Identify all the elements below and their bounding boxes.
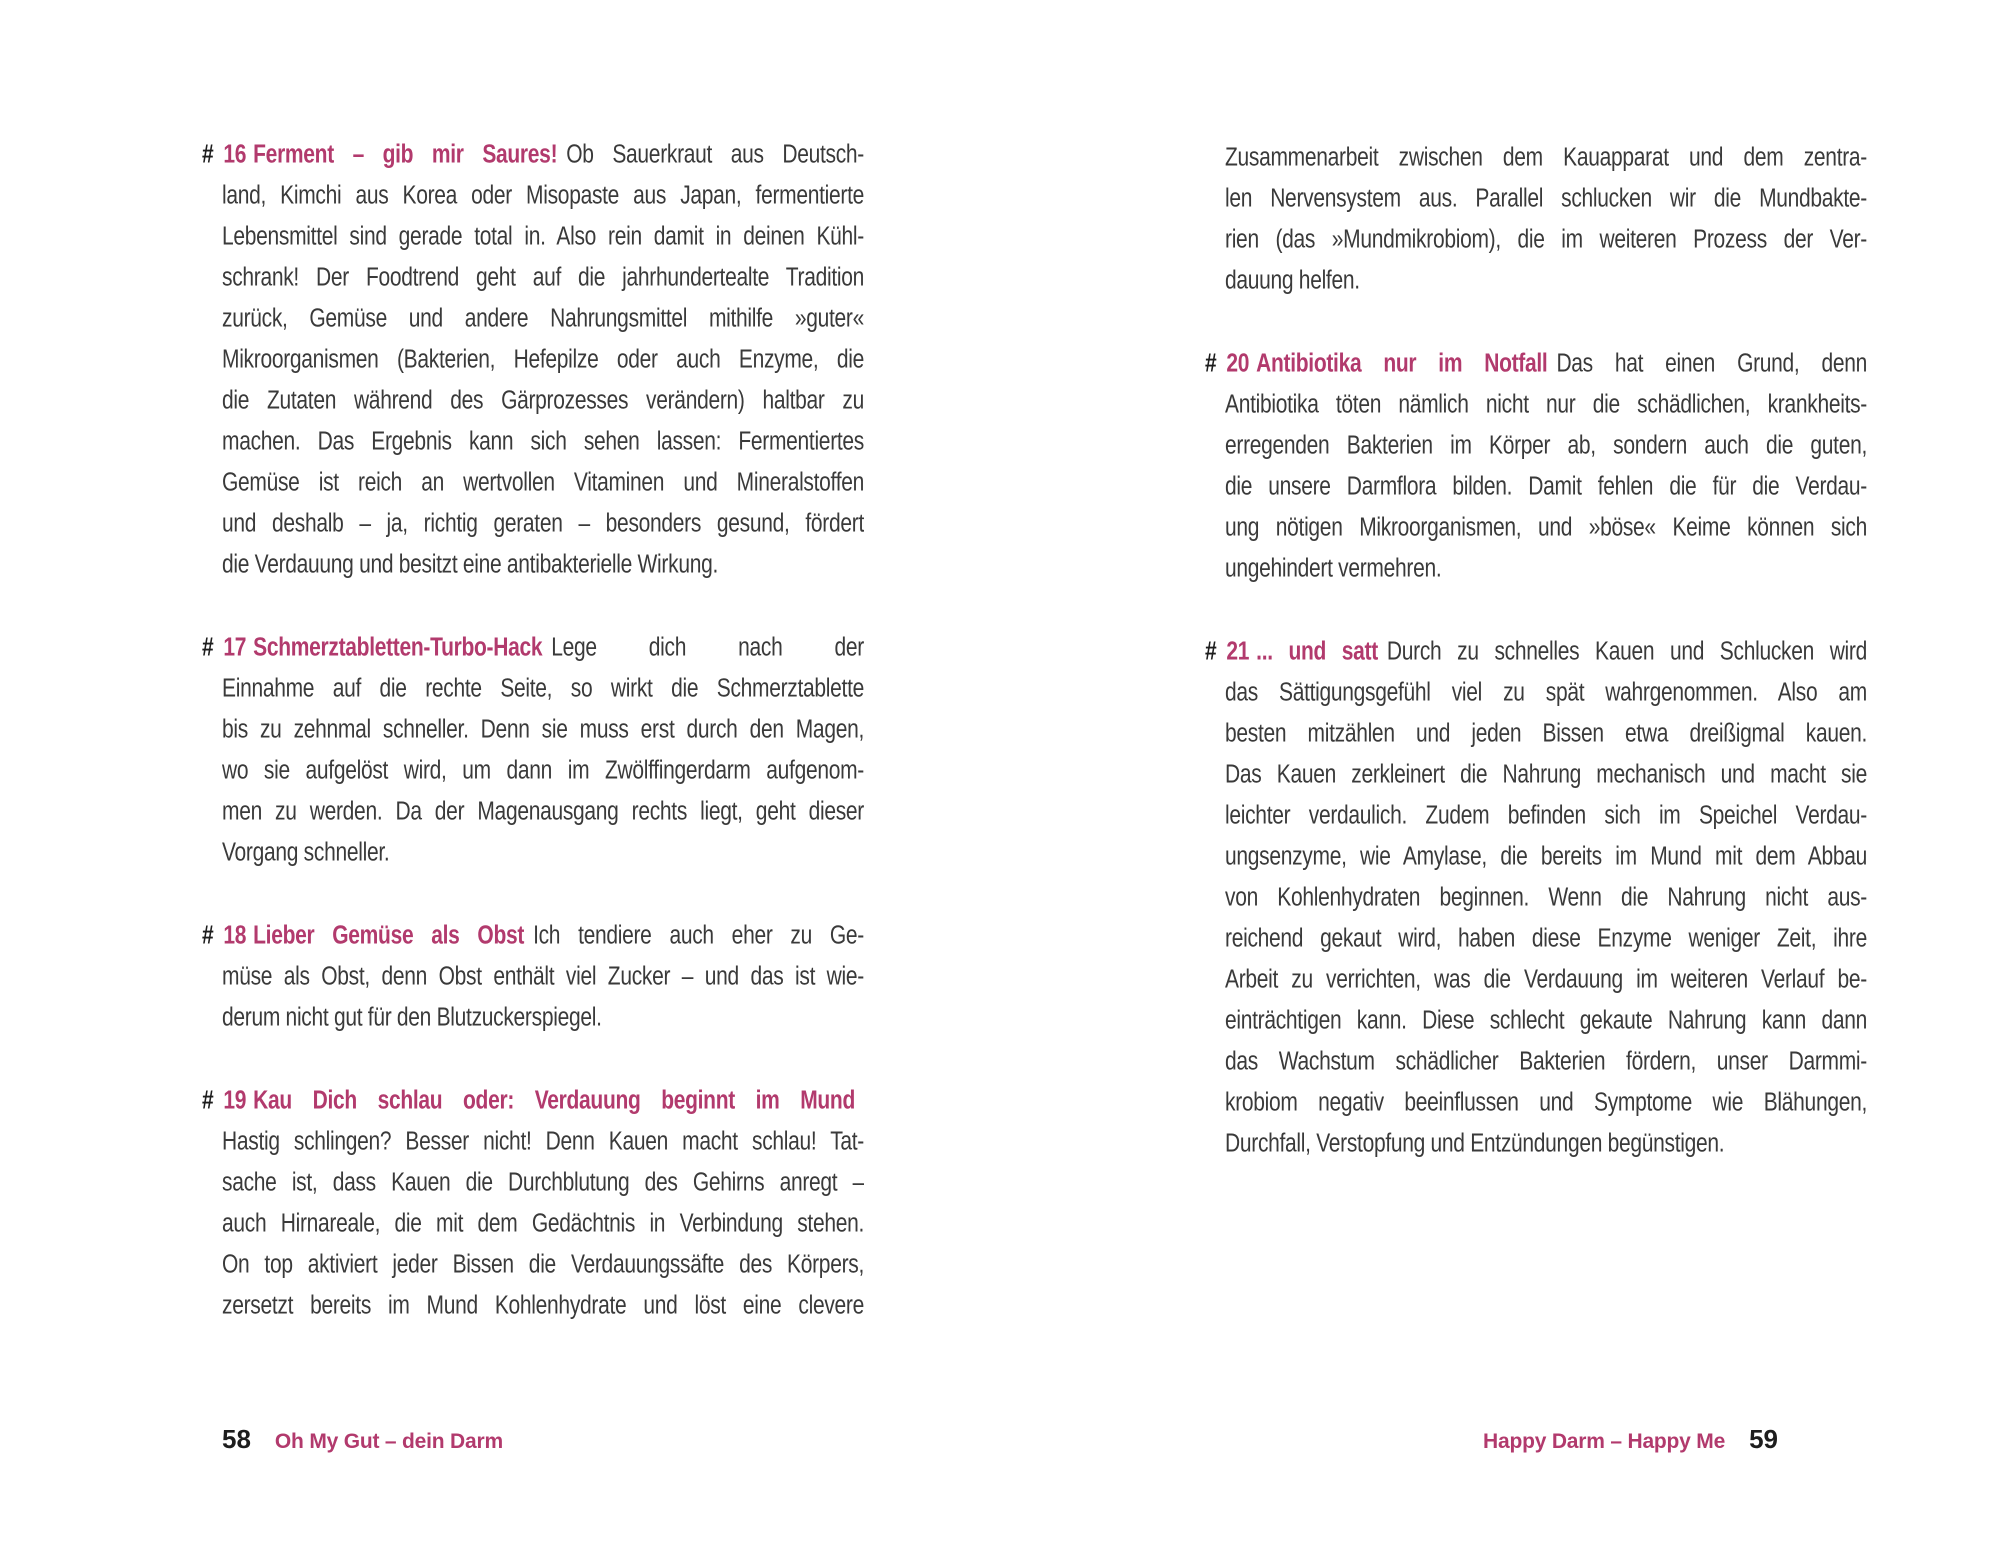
chapter-title-right: Happy Darm – Happy Me xyxy=(1483,1430,1726,1453)
section-marker: # xyxy=(202,1086,214,1115)
text-line: len Nervensystem aus. Parallel schlucken wir die Mundbakte- xyxy=(1225,184,1867,213)
text-line: derum nicht gut für den Blutzuckerspiegel. xyxy=(222,1003,602,1032)
section-19 xyxy=(202,1080,864,1326)
text-line: Lebensmittel sind gerade total in. Also rein damit in deinen Kühl- xyxy=(222,222,864,251)
section-lead-text: Durch zu schnelles Kauen und Schlucken wird xyxy=(1386,637,1867,666)
text-line: reichend gekaut wird, haben diese Enzyme weniger Zeit, ihre xyxy=(1225,924,1867,953)
section-20 xyxy=(1205,343,1867,589)
text-line: Gemüse ist reich an wertvollen Vitaminen und Mineralstoffen xyxy=(222,468,864,497)
section-heading-title: Ferment – gib mir Saures! xyxy=(253,140,558,169)
section-lead-text: Das hat einen Grund, denn xyxy=(1556,349,1867,378)
text-line: ungehindert vermehren. xyxy=(1225,554,1442,583)
text-line: besten mitzählen und jeden Bissen etwa dreißigmal kauen. xyxy=(1225,719,1867,748)
text-line: einträchtigen kann. Diese schlecht gekaute Nahrung kann dann xyxy=(1225,1006,1867,1035)
section-heading-number: 18 xyxy=(223,921,247,950)
text-line: die Verdauung und besitzt eine antibakterielle Wirkung. xyxy=(222,550,718,579)
section-heading-number: 16 xyxy=(223,140,247,169)
page-number-left: 58 xyxy=(222,1424,251,1454)
text-line: ung nötigen Mikroorganismen, und »böse« Keime können sich xyxy=(1225,513,1867,542)
text-line: bis zu zehnmal schneller. Denn sie muss erst durch den Magen, xyxy=(222,715,864,744)
text-line: Das Kauen zerkleinert die Nahrung mechanisch und macht sie xyxy=(1225,760,1867,789)
text-line: erregenden Bakterien im Körper ab, sondern auch die guten, xyxy=(1225,431,1867,460)
section-21 xyxy=(1205,631,1867,1164)
section-lead-text: Ich tendiere auch eher zu Ge- xyxy=(533,921,864,950)
section-18 xyxy=(202,915,864,1038)
text-line: men zu werden. Da der Magenausgang rechts liegt, geht dieser xyxy=(222,797,864,826)
page-left-text-column xyxy=(202,134,864,1368)
text-line: und deshalb – ja, richtig geraten – besonders gesund, fördert xyxy=(222,509,864,538)
text-line: machen. Das Ergebnis kann sich sehen lassen: Fermentiertes xyxy=(222,427,864,456)
section-heading-number: 20 xyxy=(1226,349,1250,378)
chapter-title-left: Oh My Gut – dein Darm xyxy=(274,1430,503,1453)
text-line: Antibiotika töten nämlich nicht nur die schädlichen, krankheits- xyxy=(1225,390,1867,419)
text-line: schrank! Der Foodtrend geht auf die jahrhundertealte Tradition xyxy=(222,263,864,292)
text-line: die unsere Darmflora bilden. Damit fehlen die für die Verdau- xyxy=(1225,472,1867,501)
text-line: die Zutaten während des Gärprozesses verändern) haltbar zu xyxy=(222,386,864,415)
section-heading-title: Schmerztabletten-Turbo-Hack xyxy=(253,633,543,662)
text-line: von Kohlenhydraten beginnen. Wenn die Nahrung nicht aus- xyxy=(1225,883,1867,912)
text-line: Durchfall, Verstopfung und Entzündungen begünstigen. xyxy=(1225,1129,1725,1158)
text-line: On top aktiviert jeder Bissen die Verdauungssäfte des Körpers, xyxy=(222,1250,864,1279)
text-line: das Wachstum schädlicher Bakterien fördern, unser Darmmi- xyxy=(1225,1047,1867,1076)
text-line: Einnahme auf die rechte Seite, so wirkt die Schmerztablette xyxy=(222,674,864,703)
section-heading-number: 17 xyxy=(223,633,247,662)
section-16 xyxy=(202,134,864,585)
section-marker: # xyxy=(1205,349,1217,378)
text-line: auch Hirnareale, die mit dem Gedächtnis in Verbindung stehen. xyxy=(222,1209,864,1238)
section-heading-number: 21 xyxy=(1226,637,1250,666)
text-line: zurück, Gemüse und andere Nahrungsmittel mithilfe »guter« xyxy=(222,304,864,333)
text-line: wo sie aufgelöst wird, um dann im Zwölffingerdarm aufgenom- xyxy=(222,756,864,785)
text-line: Vorgang schneller. xyxy=(222,838,390,867)
text-line: leichter verdaulich. Zudem befinden sich im Speichel Verdau- xyxy=(1225,801,1867,830)
section-17 xyxy=(202,627,864,873)
text-line: das Sättigungsgefühl viel zu spät wahrgenommen. Also am xyxy=(1225,678,1867,707)
text-line: rien (das »Mundmikrobiom), die im weiteren Prozess der Ver- xyxy=(1225,225,1867,254)
section-heading-title: ... und satt xyxy=(1256,637,1378,666)
page-left-footer xyxy=(222,1422,503,1456)
section-marker: # xyxy=(202,921,214,950)
section-lead-text: Lege dich nach der xyxy=(551,633,864,662)
continuation-paragraph xyxy=(1205,137,1867,301)
text-line: Mikroorganismen (Bakterien, Hefepilze oder auch Enzyme, die xyxy=(222,345,864,374)
text-line: zersetzt bereits im Mund Kohlenhydrate und löst eine clevere xyxy=(222,1291,864,1320)
section-heading-number: 19 xyxy=(223,1086,247,1115)
text-line: land, Kimchi aus Korea oder Misopaste aus Japan, fermentierte xyxy=(222,181,864,210)
text-line: Hastig schlingen? Besser nicht! Denn Kauen macht schlau! Tat- xyxy=(222,1127,864,1156)
section-marker: # xyxy=(202,140,214,169)
text-line: Arbeit zu verrichten, was die Verdauung im weiteren Verlauf be- xyxy=(1225,965,1867,994)
section-heading-title: Kau Dich schlau oder: Verdauung beginnt im Mund xyxy=(253,1086,855,1115)
text-line: Zusammenarbeit zwischen dem Kauapparat und dem zentra- xyxy=(1225,143,1867,172)
section-lead-text: Ob Sauerkraut aus Deutsch- xyxy=(566,140,864,169)
page-right-text-column xyxy=(1205,137,1867,1206)
text-line: ungsenzyme, wie Amylase, die bereits im Mund mit dem Abbau xyxy=(1225,842,1867,871)
page-number-right: 59 xyxy=(1749,1424,1778,1454)
section-heading-title: Antibiotika nur im Notfall xyxy=(1256,349,1548,378)
section-marker: # xyxy=(202,633,214,662)
section-marker: # xyxy=(1205,637,1217,666)
text-line: sache ist, dass Kauen die Durchblutung des Gehirns anregt – xyxy=(222,1168,864,1197)
section-heading-title: Lieber Gemüse als Obst xyxy=(253,921,525,950)
page-right-footer xyxy=(1483,1422,1778,1456)
text-line: müse als Obst, denn Obst enthält viel Zucker – und das ist wie- xyxy=(222,962,864,991)
text-line: krobiom negativ beeinflussen und Symptome wie Blähungen, xyxy=(1225,1088,1867,1117)
text-line: dauung helfen. xyxy=(1225,266,1360,295)
